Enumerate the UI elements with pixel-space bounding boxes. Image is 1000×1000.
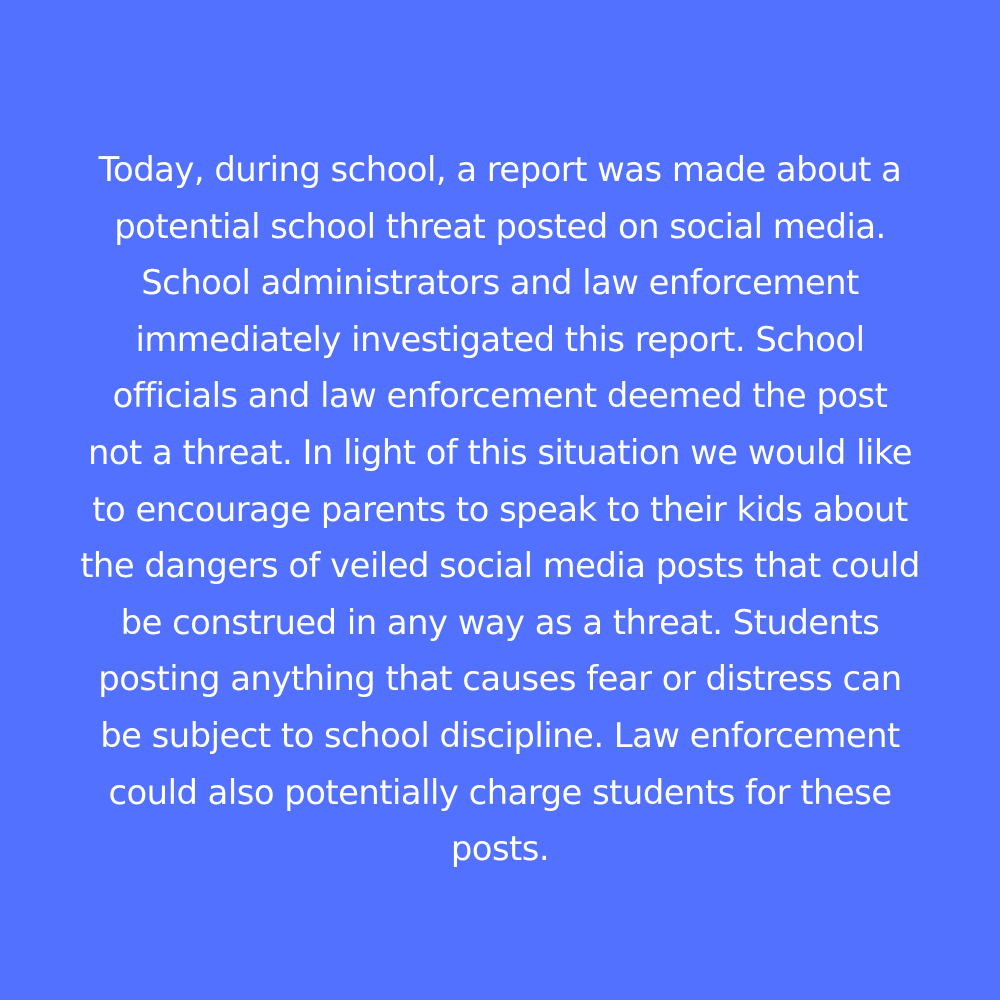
announcement-line-4: immediately investigated this report. School xyxy=(135,319,865,359)
announcement-line-11: be subject to school discipline. Law enforcement xyxy=(100,715,900,755)
announcement-text xyxy=(0,142,1000,878)
announcement-line-2: potential school threat posted on social media. xyxy=(114,206,886,246)
announcement-line-3: School administrators and law enforcement xyxy=(141,263,859,303)
announcement-line-13: posts. xyxy=(450,829,550,869)
announcement-line-8: the dangers of veiled social media posts that could xyxy=(80,546,920,586)
announcement-line-10: posting anything that causes fear or distress can xyxy=(98,659,902,699)
announcement-line-12: could also potentially charge students for these xyxy=(108,772,892,812)
announcement-line-5: officials and law enforcement deemed the post xyxy=(112,376,888,416)
announcement-line-1: Today, during school, a report was made about a xyxy=(98,150,902,189)
announcement-line-7: to encourage parents to speak to their kids about xyxy=(92,489,908,529)
announcement-line-6: not a threat. In light of this situation we would like xyxy=(87,432,913,472)
announcement-line-9: be construed in any way as a threat. Students xyxy=(120,602,880,642)
